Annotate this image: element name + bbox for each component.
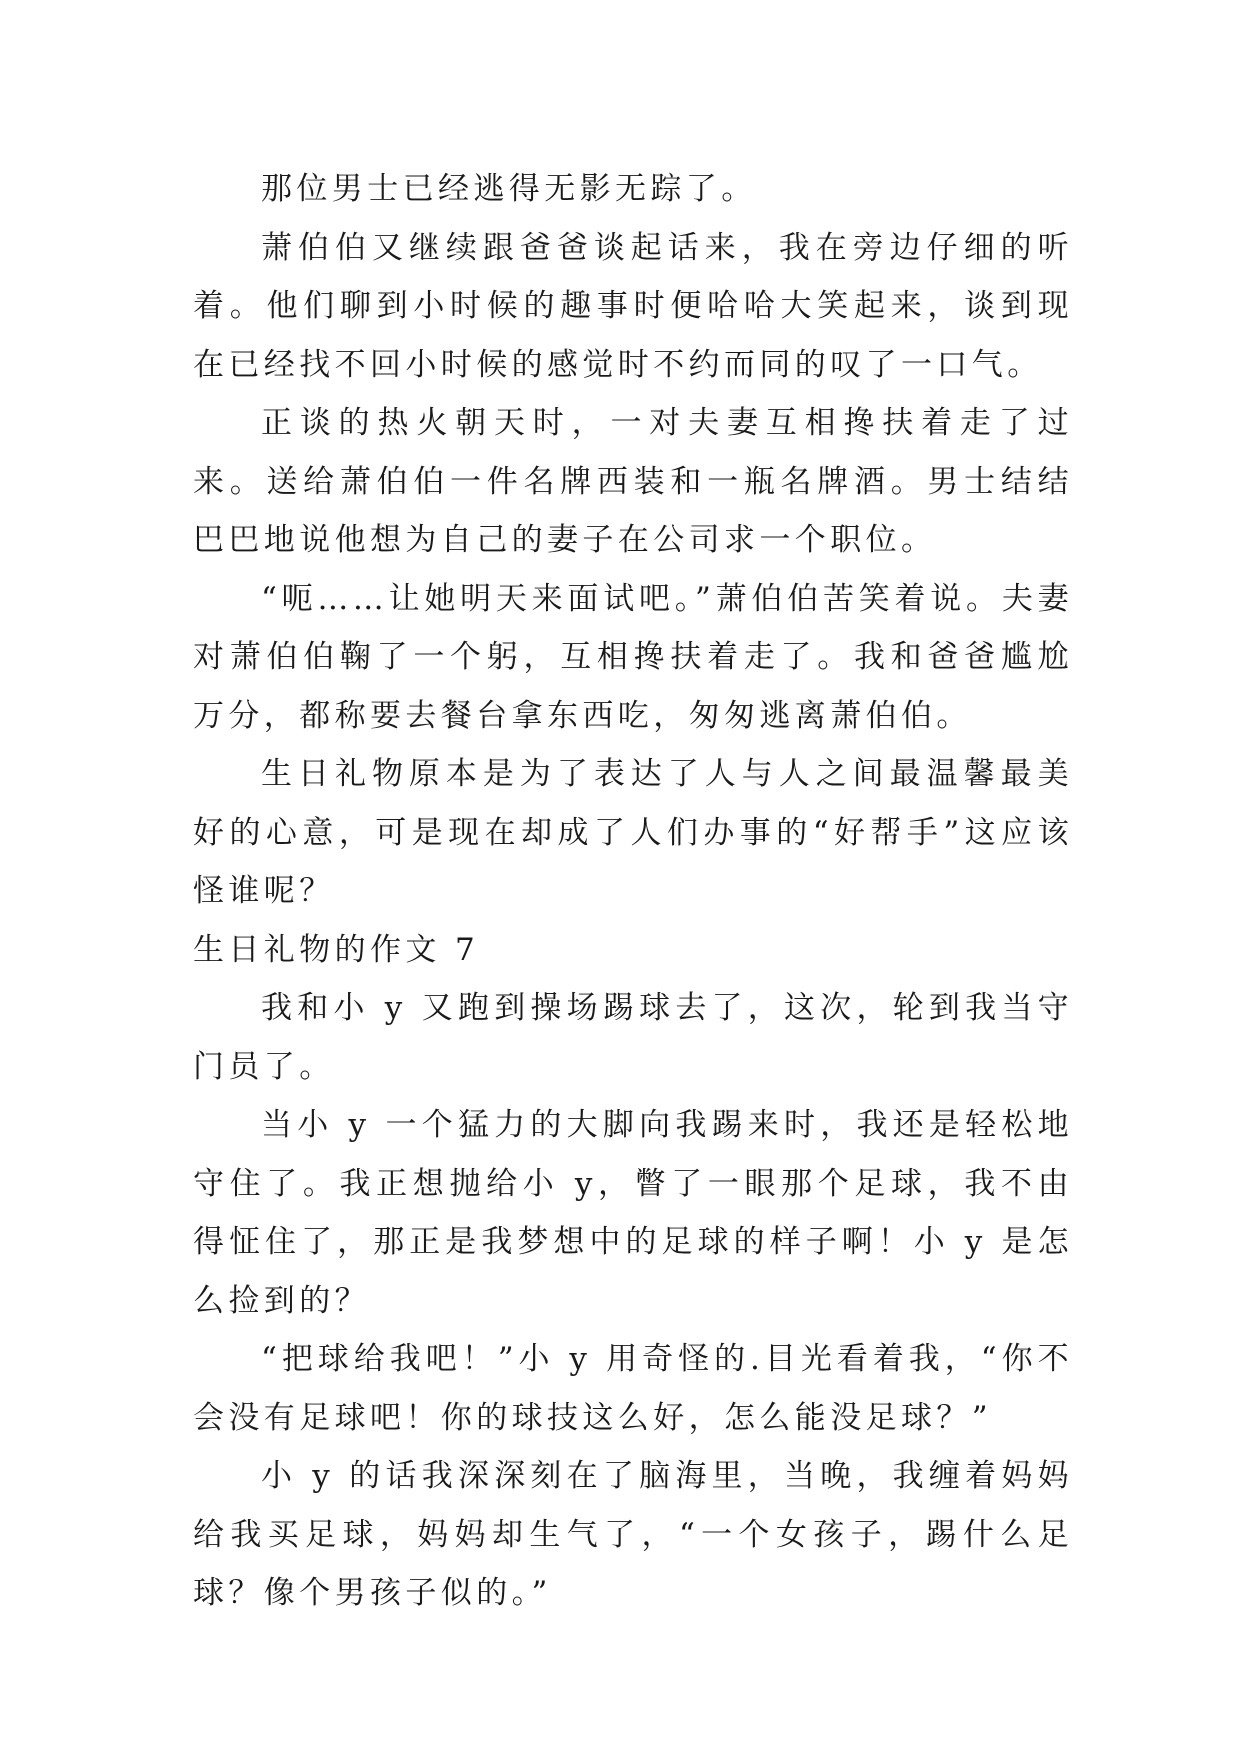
paragraph: 我和小 y 又跑到操场踢球去了，这次，轮到我当守门员了。: [193, 990, 1073, 1085]
paragraph: “呃……让她明天来面试吧。”萧伯伯苦笑着说。夫妻对萧伯伯鞠了一个躬，互相搀扶着走了。我和爸爸尴尬万分，都称要去餐台拿东西吃，匆匆逃离萧伯伯。: [193, 580, 1073, 734]
paragraph: 生日礼物原本是为了表达了人与人之间最温馨最美好的心意，可是现在却成了人们办事的“好帮手”这应该怪谁呢？: [193, 756, 1073, 909]
paragraph: 小 y 的话我深深刻在了脑海里，当晚，我缠着妈妈给我买足球，妈妈却生气了，“一个女孩子，踢什么足球？像个男孩子似的。”: [193, 1458, 1073, 1611]
document-page: [193, 160, 1073, 1623]
section-heading: 生日礼物的作文 7: [193, 931, 480, 968]
paragraph: 正谈的热火朝天时，一对夫妻互相搀扶着走了过来。送给萧伯伯一件名牌西装和一瓶名牌酒。男士结结巴巴地说他想为自己的妻子在公司求一个职位。: [193, 405, 1073, 558]
paragraph: 那位男士已经逃得无影无踪了。: [261, 171, 757, 207]
paragraph: “把球给我吧！”小 y 用奇怪的.目光看着我，“你不会没有足球吧！你的球技这么好，怎么能没足球？”: [193, 1341, 1073, 1436]
paragraph: 当小 y 一个猛力的大脚向我踢来时，我还是轻松地守住了。我正想抛给小 y，瞥了一眼那个足球，我不由得怔住了，那正是我梦想中的足球的样子啊！小 y 是怎么捡到的？: [193, 1107, 1073, 1319]
paragraph: 萧伯伯又继续跟爸爸谈起话来，我在旁边仔细的听着。他们聊到小时候的趣事时便哈哈大笑起来，谈到现在已经找不回小时候的感觉时不约而同的叹了一口气。: [193, 229, 1073, 383]
